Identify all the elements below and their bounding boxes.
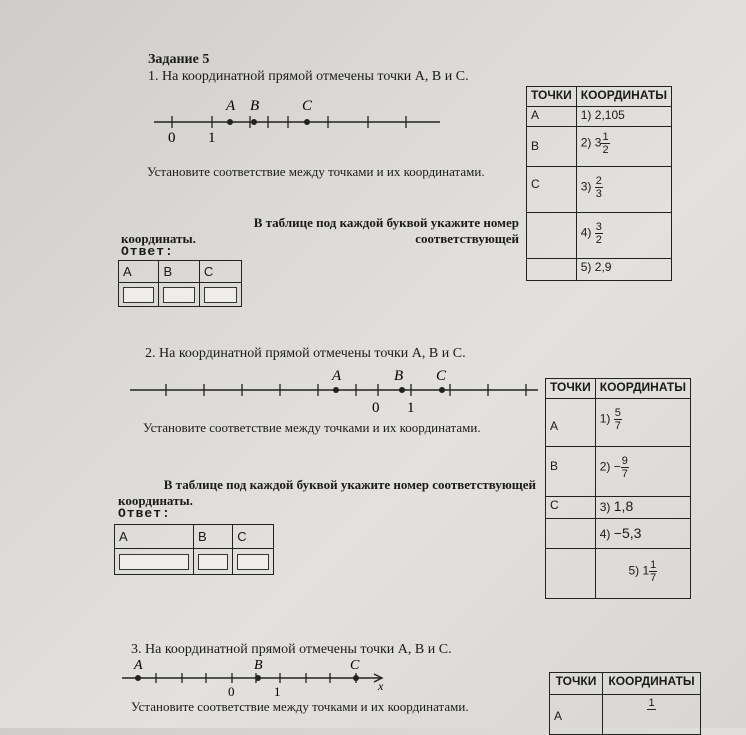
task3-number-line <box>120 656 400 700</box>
task1-answer-box-a[interactable] <box>123 287 154 303</box>
task2-row2-point: B <box>546 447 596 497</box>
task2-table-instruction: В таблице под каждой буквой укажите номер соответствующей <box>163 477 536 492</box>
task3-row1-coord: 1 <box>603 695 701 735</box>
task1-label-zero: 0 <box>168 130 176 144</box>
task3-coord-table <box>549 672 701 735</box>
task1-point-c <box>304 119 310 125</box>
task2-th-points: ТОЧКИ <box>546 379 596 399</box>
task1-answer-box-c[interactable] <box>204 287 237 303</box>
task1-label-one: 1 <box>208 130 216 144</box>
task2-row3-point: C <box>546 497 596 519</box>
task2-label-zero: 0 <box>372 400 380 416</box>
task1-answer-box-b[interactable] <box>163 287 194 303</box>
task2-label-a: A <box>332 368 342 384</box>
task2-answer-box-a[interactable] <box>119 554 189 570</box>
task1-question: 1. На координатной прямой отмечены точки A, B и C. <box>148 69 469 84</box>
task2-answer-box-c[interactable] <box>237 554 269 570</box>
task2-row4-point <box>546 519 596 549</box>
task1-table-instruction: В таблице под каждой буквой укажите номер соответствующей <box>253 215 519 246</box>
task1-instruction: Установите соответствие между точками и их координатами. <box>147 164 485 179</box>
task2-point-c <box>439 387 445 393</box>
task2-answer-table <box>114 524 274 575</box>
task2-answer-box-b[interactable] <box>198 554 228 570</box>
task3-th-coords: КООРДИНАТЫ <box>603 673 701 695</box>
task2-number-line <box>126 364 546 416</box>
task1-row4-coord: 4) $\frac{3}{2}$ <box>576 213 671 259</box>
task2-row1-coord: 1) $\frac{5}{7}$ <box>595 399 690 447</box>
task3-label-c: C <box>350 658 360 673</box>
task2-table-instruction-end: координаты. <box>118 493 193 508</box>
task3-point-b <box>255 675 261 681</box>
task1-point-a <box>227 119 233 125</box>
task2-answer-header-a: A <box>115 525 194 549</box>
task3-point-c <box>353 675 359 681</box>
task2-answer-header-c: C <box>233 525 274 549</box>
task1-th-coords: КООРДИНАТЫ <box>576 87 671 107</box>
task1-row5-coord: 5) 2,9 <box>576 259 671 281</box>
task1-point-b <box>251 119 257 125</box>
task1-answer-table <box>118 260 242 307</box>
task2-answer-label: Ответ: <box>118 506 171 521</box>
task2-label-b: B <box>394 368 404 384</box>
task1-row2-point: B <box>527 127 577 167</box>
task2-row5-coord: 5) 1 $\frac{1}{7}$ <box>595 549 690 599</box>
task3-label-x: x <box>378 679 384 693</box>
task1-row1-coord: 1) 2,105 <box>576 107 671 127</box>
task2-row3-coord: 3) 1,8 <box>595 497 690 519</box>
task1-row1-point: A <box>527 107 577 127</box>
task2-coord-table <box>545 378 691 599</box>
task2-th-coords: КООРДИНАТЫ <box>595 379 690 399</box>
task1-row2-coord: 2) 3 $\frac{1}{2}$ <box>576 127 671 167</box>
task1-th-points: ТОЧКИ <box>527 87 577 107</box>
task2-row2-coord: 2) − $\frac{9}{7}$ <box>595 447 690 497</box>
task1-coord-table <box>526 86 672 281</box>
task3-label-one: 1 <box>274 684 281 699</box>
task1-answer-header-a: A <box>119 261 159 283</box>
task3-point-a <box>135 675 141 681</box>
task2-point-a <box>333 387 339 393</box>
task2-label-one: 1 <box>407 400 415 416</box>
task3-label-b: B <box>254 658 263 673</box>
task2-row5-point <box>546 549 596 599</box>
task3-label-a: A <box>134 658 143 673</box>
task1-answer-header-b: B <box>159 261 199 283</box>
task2-label-c: C <box>436 368 447 384</box>
task3-row1-point: A <box>550 695 603 735</box>
assignment-header: Задание 5 <box>148 52 210 67</box>
task2-question: 2. На координатной прямой отмечены точки A, B и C. <box>145 346 466 361</box>
task3-th-points: ТОЧКИ <box>550 673 603 695</box>
task2-row1-point: A <box>546 399 596 447</box>
task2-row4-coord: 4) −5,3 <box>595 519 690 549</box>
task1-row3-point: C <box>527 167 577 213</box>
task1-row5-point <box>527 259 577 281</box>
task3-instruction: Установите соответствие между точками и их координатами. <box>131 699 469 714</box>
task1-row4-point <box>527 213 577 259</box>
task1-table-instruction-end: координаты. <box>121 231 196 246</box>
task3-question: 3. На координатной прямой отмечены точки A, B и C. <box>131 642 452 657</box>
task1-label-c: C <box>302 98 313 114</box>
task3-label-zero: 0 <box>228 684 235 699</box>
task1-label-a: A <box>226 98 236 114</box>
task2-instruction: Установите соответствие между точками и их координатами. <box>143 420 481 435</box>
task2-point-b <box>399 387 405 393</box>
task1-number-line <box>150 92 450 144</box>
task2-answer-header-b: B <box>194 525 233 549</box>
task1-answer-label: Ответ: <box>121 244 174 259</box>
task1-row3-coord: 3) $\frac{2}{3}$ <box>576 167 671 213</box>
task1-label-b: B <box>250 98 260 114</box>
task1-answer-header-c: C <box>199 261 241 283</box>
